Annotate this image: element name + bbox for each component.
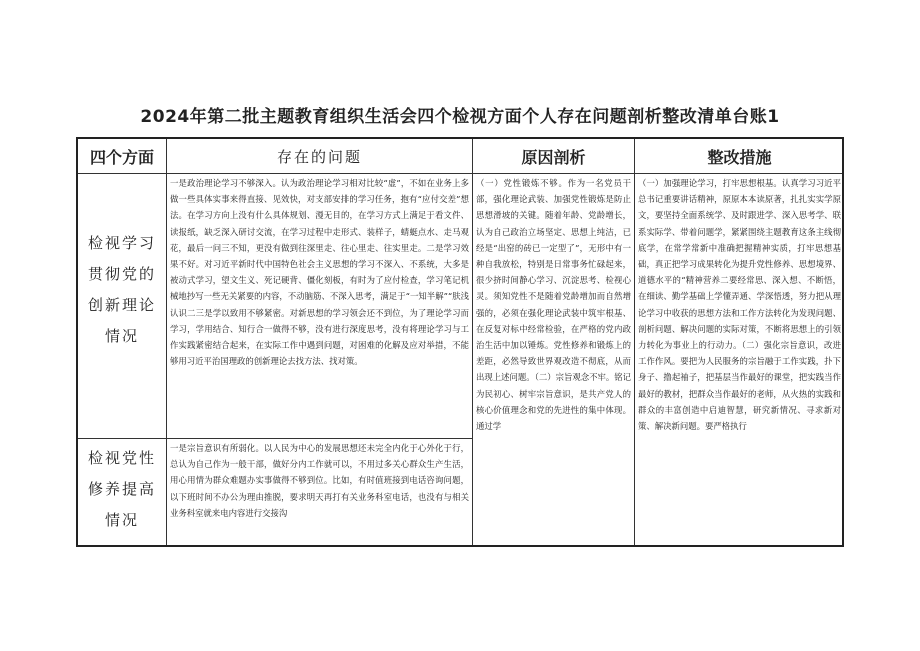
- header-aspect: 四个方面: [89, 147, 154, 167]
- aspect-study-theory: [78, 174, 166, 438]
- rectification-table: [76, 137, 844, 547]
- problems-party-spirit: 一是宗旨意识有所弱化。以人民为中心的发展思想还未完全内化于心外化于行，总认为自己作为一般干部，做好分内工作就可以，不用过多关心群众生产生活，用心用情为群众难题办实事做得不够到位。比如，有时值班接到电话咨询问题，以下班时间不办公为理由推脱，要求明天再打有关业务科室电话，也没有与相关业务科室就来电内容进行交接沟: [170, 443, 469, 518]
- causes-text: （一）党性锻炼不够。作为一名党员干部，强化理论武装、加强党性锻炼是防止思想滑坡的关键。随着年龄、党龄增长，认为自己政治立场坚定、思想上纯洁，已经是“出窑的砖已一定型了”，无形中有一种自我放松，特别是日常事务忙碌起来，很少挤时间静心学习、沉淀思考、检视心灵。须知党性不是随着党龄增加而自然增强的，必须在强化理论武装中筑牢根基、在反复对标中经常检验，在严格的党内政治生活中加以锤炼。党性修养和锻炼上的差距，必然导致世界观改造不彻底，从而出现上述问题。（二）宗旨观念不牢。铭记为民初心、树牢宗旨意识，是共产党人的核心价值理念和党的先进性的集中体现。通过学: [476, 178, 631, 432]
- aspect-line: 贯彻党的: [87, 265, 156, 283]
- aspect-line: 情况: [104, 327, 139, 345]
- aspect-line: 检视学习: [87, 234, 156, 252]
- header-measures: 整改措施: [707, 147, 772, 167]
- aspect-party-spirit: [78, 439, 166, 547]
- aspect-line: 检视党性: [87, 449, 156, 467]
- header-problems: 存在的问题: [276, 147, 362, 166]
- aspect-line: 情况: [104, 511, 139, 529]
- header-causes: 原因剖析: [521, 147, 586, 167]
- page-title: 2024年第二批主题教育组织生活会四个检视方面个人存在问题剖析整改清单台账1: [140, 107, 780, 127]
- aspect-line: 创新理论: [87, 296, 156, 314]
- problems-study-theory: 一是政治理论学习不够深入。认为政治理论学习相对比较“虚”，不如在业务上多做一些具体实事来得直接、见效快，对支部安排的学习任务，抱有“应付交差”想法。在学习方向上没有什么具体规划、漫无目的，在学习方式上满足于看文件、读报纸，缺乏深入研讨交流，在学习过程中走形式、装样子，蜻蜓点水、走马观花，最后一问三不知，更没有做到往深里走、往心里走、往实里走。二是学习效果不好。对习近平新时代中国特色社会主义思想的学习不深入、不系统，大多是被动式学习，望文生义、死记硬背、僵化刻板，有时为了应付检查，学习笔记机械地抄写一些无关紧要的内容，不动脑筋、不深入思考，满足于“一知半解”“肤浅认识二三是学以致用不够紧密。对新思想的学习领会还不到位，为了理论学习而学习，学用结合、知行合一做得不够，没有进行深度思考，没有将理论学习与工作实践紧密结合起来，在实际工作中遇到问题，对困难的化解及应对举措，不能够用习近平治国理政的创新理论去找方法、找对策。: [170, 178, 469, 367]
- measures-text: （一）加强理论学习，打牢思想根基。认真学习习近平总书记重要讲话精神，原原本本读原著，扎扎实实学原文，要坚持全面系统学、及时跟进学、深入思考学、联系实际学、带着问题学，紧紧围绕主题教育这条主线彻底学，在常学常新中准确把握精神实质，打牢思想基础，真正把学习成果转化为提升党性修养、思想境界、道德水平的“精神营养二要经常思、深入想、不断悟，在细读、勤学基础上学懂弄通、学深悟透，努力把从理论学习中收获的思想方法和工作方法转化为发现问题、剖析问题、解决问题的实际对策，不断将思想上的引领力转化为事业上的行动力。（二）强化宗旨意识，改进工作作风。要把为人民服务的宗旨融于工作实践，扑下身子、撸起袖子，把基层当作最好的课堂，把实践当作最好的教材，把群众当作最好的老师，从火热的实践和群众的丰富创造中启迪智慧，研究新情况、寻求新对策、解决新问题。要严格执行: [638, 178, 841, 432]
- aspect-line: 修养提高: [87, 480, 156, 498]
